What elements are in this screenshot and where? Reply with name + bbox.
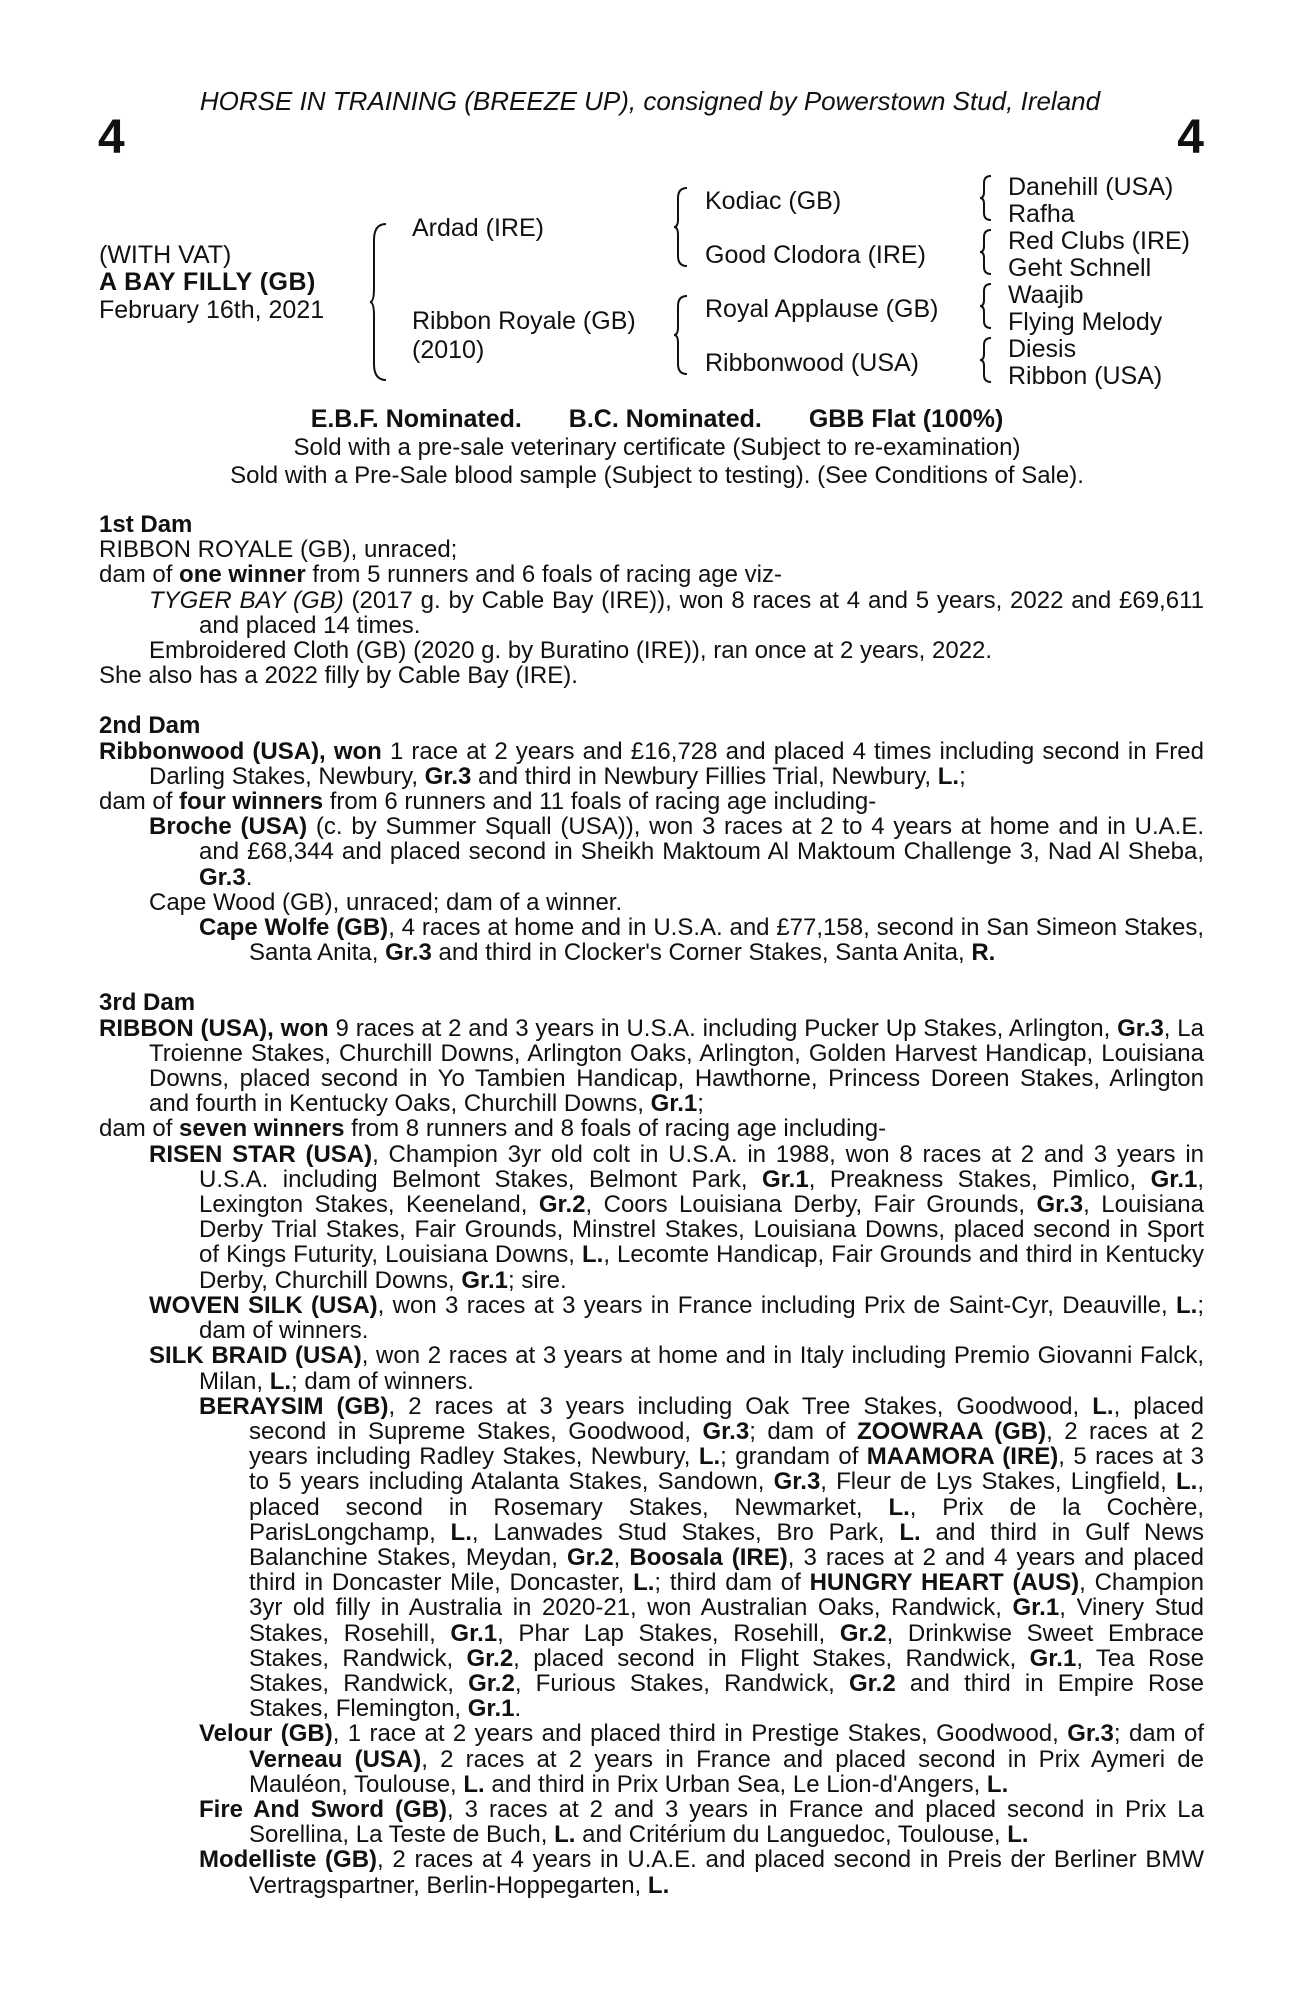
entry-text: dam of (99, 561, 180, 589)
entry-text: , Champion 3yr old filly in Australia in 2020-21, won Australian Oaks, Randwick, (249, 1569, 1204, 1622)
pedigree-entry (99, 1016, 1204, 1117)
dam-line-content (99, 512, 1204, 1898)
bold-text: Broche (USA) (149, 813, 308, 841)
entry-text: and third in Empire Rose Stakes, Flemington, (249, 1669, 1205, 1723)
bold-text: Modelliste (GB) (199, 1846, 378, 1874)
entry-text: ; dam of (749, 1417, 857, 1445)
bold-text: L. (698, 1443, 721, 1471)
italic-text: TYGER BAY (GB) (149, 586, 344, 614)
entry-text: from 5 runners and 6 foals of racing age viz- (305, 561, 782, 589)
lot-number-right: 4 (1177, 111, 1204, 164)
entry-text: , Champion 3yr old colt in U.S.A. in 1988, won 8 races at 2 and 3 years in U.S.A. including Belmont Stakes, Belmont Park, (199, 1140, 1204, 1193)
entry-text: , Lecomte Handicap, Fair Grounds and third in Kentucky Derby, Churchill Downs, (199, 1241, 1204, 1294)
bold-text: Gr.2 (468, 1669, 515, 1697)
bold-text: Gr.1 (450, 1619, 498, 1647)
entry-text: ; dam of (1113, 1720, 1205, 1748)
bold-text: R. (971, 939, 996, 967)
pedigree-entry (99, 638, 1204, 663)
entry-text: , placed second in Flight Stakes, Randwick, (513, 1644, 1030, 1672)
entry-text: , 3 races at 2 and 4 years and placed third in Doncaster Mile, Doncaster, (249, 1543, 1204, 1597)
entry-text: dam of (99, 788, 180, 816)
bold-text: SILK BRAID (USA) (149, 1342, 362, 1370)
bold-text: L. (986, 1770, 1009, 1798)
sire: Ardad (IRE) (412, 214, 544, 242)
entry-text: from 8 runners and 8 foals of racing age including- (344, 1115, 887, 1143)
sire-dam-brace (368, 222, 390, 382)
entry-text: , placed second in Rosemary Stakes, Newmarket, (249, 1468, 1204, 1521)
ancestor-7: Diesis (1008, 335, 1077, 363)
entry-text: , Lexington Stakes, Keeneland, (199, 1165, 1205, 1219)
vat-label: (WITH VAT) (99, 241, 232, 269)
horse-name: A BAY FILLY (GB) (99, 268, 316, 296)
bold-text: Gr.1 (1150, 1165, 1198, 1193)
ancestor-5: Waajib (1008, 281, 1084, 309)
nominations (0, 405, 1314, 434)
entry-text: and third in Clocker's Corner Stakes, Santa Anita, (431, 939, 972, 967)
entry-text: Cape Wood (GB), unraced; dam of a winner. (149, 888, 623, 916)
bold-text: L. (1092, 1392, 1114, 1420)
sire-sire: Kodiac (GB) (705, 187, 842, 215)
bold-text: L. (463, 1770, 485, 1798)
pedigree-entry (99, 1797, 1204, 1847)
bold-text: Gr.3 (702, 1417, 750, 1445)
bold-text: Gr.1 (650, 1090, 698, 1118)
dam-parents-brace (672, 294, 690, 376)
section-heading: 1st Dam (99, 511, 193, 538)
bold-text: Gr.3 (199, 863, 246, 891)
entry-text: She also has a 2022 filly by Cable Bay (IRE). (99, 662, 578, 690)
gen4-brace-1 (978, 174, 994, 222)
bold-text: BERAYSIM (GB) (199, 1392, 389, 1420)
bold-text: L. (937, 762, 960, 790)
bold-text: L. (554, 1821, 576, 1849)
pedigree-entry (99, 789, 1204, 814)
entry-text: , (613, 1543, 630, 1571)
entry-text: ; sire. (508, 1266, 567, 1294)
bold-text: Gr.2 (566, 1543, 614, 1571)
pedigree-entry (99, 1116, 1204, 1141)
entry-text: RIBBON ROYALE (GB), unraced; (99, 536, 458, 564)
gbb-flat: GBB Flat (100%) (808, 405, 1004, 433)
entry-text: , Preakness Stakes, Pimlico, (808, 1165, 1151, 1193)
bold-text: MAAMORA (IRE) (866, 1443, 1059, 1471)
bold-text: RIBBON (USA), won (99, 1014, 329, 1042)
entry-text: Embroidered Cloth (GB) (2020 g. by Buratino (IRE)), ran once at 2 years, 2022. (149, 637, 993, 665)
entry-text: and third in Prix Urban Sea, Le Lion-d'Angers, (484, 1770, 987, 1798)
bold-text: L. (633, 1569, 655, 1597)
bold-text: Boosala (IRE) (629, 1543, 788, 1571)
entry-text: ; grandam of (720, 1443, 867, 1471)
bold-text: Gr.2 (848, 1669, 896, 1697)
entry-text: , Prix de la Cochère, ParisLongchamp, (249, 1493, 1204, 1546)
entry-text: from 6 runners and 11 foals of racing age including- (323, 788, 877, 816)
entry-text: 1 race at 2 years and £16,728 and placed 4 times including second in Fred Darling Stakes, Newbury, (149, 737, 1204, 790)
bold-text: HUNGRY HEART (AUS) (809, 1569, 1080, 1597)
ebf-nomination: E.B.F. Nominated. (310, 405, 522, 433)
blood-sample-note: Sold with a Pre-Sale blood sample (Subject to testing). (See Conditions of Sale). (230, 462, 1084, 489)
ancestor-6: Flying Melody (1008, 308, 1163, 336)
bold-text: Fire And Sword (GB) (199, 1795, 448, 1823)
ancestor-8: Ribbon (USA) (1008, 362, 1163, 390)
bold-text: Gr.3 (424, 762, 472, 790)
entry-text: , Coors Louisiana Derby, Fair Grounds, (585, 1191, 1037, 1219)
bold-text: ZOOWRAA (GB) (856, 1417, 1047, 1445)
bold-text: Gr.1 (461, 1266, 509, 1294)
entry-text: , La Troienne Stakes, Churchill Downs, Arlington Oaks, Arlington, Golden Harvest Handicap, Louisiana Downs, placed second in Yo Tambien Handicap, Hawthorne, Princess Doreen Stakes, Arlington and fourth in Kentucky Oaks, Churchill Downs, (149, 1014, 1205, 1118)
pedigree-entry (99, 814, 1204, 890)
bold-text: Gr.1 (467, 1695, 515, 1723)
lot-number-left: 4 (98, 111, 125, 164)
bc-nomination: B.C. Nominated. (568, 405, 762, 433)
sire-dam: Good Clodora (IRE) (705, 241, 926, 269)
gen4-brace-3 (978, 282, 994, 330)
pedigree-entry (99, 1394, 1204, 1722)
vet-certificate-note: Sold with a pre-sale veterinary certificate (Subject to re-examination) (293, 434, 1021, 461)
pedigree-entry (99, 890, 1204, 915)
entry-text: , Fleur de Lys Stakes, Lingfield, (820, 1468, 1176, 1496)
entry-text: . (245, 863, 253, 891)
bold-text: Gr.1 (761, 1165, 809, 1193)
entry-text: , 1 race at 2 years and placed third in Prestige Stakes, Goodwood, (332, 1720, 1068, 1748)
entry-text: ; dam of winners. (291, 1367, 474, 1395)
bold-text: L. (1176, 1291, 1198, 1319)
sire-parents-brace (672, 186, 690, 268)
dam: Ribbon Royale (GB) (412, 307, 636, 335)
ancestor-2: Rafha (1008, 200, 1075, 228)
bold-text: L. (888, 1493, 910, 1521)
pedigree-entry (99, 1293, 1204, 1343)
entry-text: , placed second in Supreme Stakes, Goodwood, (249, 1392, 1204, 1445)
bold-text: Ribbonwood (USA), won (99, 737, 382, 765)
ancestor-1: Danehill (USA) (1008, 173, 1174, 201)
bold-text: Gr.1 (1029, 1644, 1077, 1672)
bold-text: Gr.2 (538, 1191, 586, 1219)
bold-text: Gr.1 (1012, 1594, 1060, 1622)
bold-text: RISEN STAR (USA) (149, 1140, 373, 1168)
bold-text: Gr.2 (839, 1619, 887, 1647)
foaling-date: February 16th, 2021 (99, 296, 325, 324)
section-heading: 3rd Dam (99, 989, 196, 1017)
entry-text: , Louisiana Derby Trial Stakes, Fair Grounds, Minstrel Stakes, Louisiana Downs, placed second in Sport of Kings Futurity, Louisiana Downs, (199, 1191, 1204, 1269)
entry-text: , 4 races at home and in U.S.A. and £77,158, second in San Simeon Stakes, Santa Anita, (249, 914, 1204, 967)
entry-text: ; dam of winners. (199, 1291, 1205, 1345)
pedigree-entry (99, 1142, 1204, 1293)
entry-text: dam of (99, 1115, 180, 1143)
entry-text: , won 2 races at 3 years at home and in Italy including Premio Giovanni Falck, Milan, (199, 1342, 1204, 1395)
consignment-line: HORSE IN TRAINING (BREEZE UP), consigned by Powerstown Stud, Ireland (199, 86, 1101, 116)
dam-year: (2010) (412, 336, 485, 364)
bold-text: L. (1176, 1468, 1198, 1496)
entry-text: ; third dam of (654, 1569, 810, 1597)
bold-text: L. (269, 1367, 292, 1395)
entry-text: and third in Newbury Fillies Trial, Newbury, (471, 762, 938, 790)
bold-text: Gr.3 (1067, 1720, 1114, 1748)
bold-text: Gr.3 (773, 1468, 821, 1496)
entry-text: , 2 races at 4 years in U.A.E. and placed second in Preis der Berliner BMW Vertragspartner, Berlin-Hoppegarten, (249, 1846, 1204, 1899)
bold-text: L. (450, 1518, 472, 1546)
pedigree-entry (99, 739, 1204, 789)
entry-text: ; (697, 1090, 704, 1118)
pedigree-entry (99, 537, 1204, 562)
bold-text: four winners (179, 788, 324, 816)
bold-text: L. (647, 1871, 670, 1899)
dam-dam: Ribbonwood (USA) (705, 349, 919, 377)
bold-text: L. (1007, 1821, 1029, 1849)
bold-text: one winner (179, 561, 306, 589)
entry-text: (2017 g. by Cable Bay (IRE)), won 8 races at 4 and 5 years, 2022 and £69,611 and placed 14 times. (199, 586, 1204, 639)
bold-text: L. (581, 1241, 604, 1269)
entry-text: and third in Gulf News Balanchine Stakes, Meydan, (249, 1518, 1204, 1571)
ancestor-4: Geht Schnell (1008, 254, 1152, 282)
entry-text: 9 races at 2 and 3 years in U.S.A. including Pucker Up Stakes, Arlington, (328, 1014, 1118, 1042)
bold-text: WOVEN SILK (USA) (149, 1291, 378, 1319)
gen4-brace-4 (978, 336, 994, 384)
pedigree-entry (99, 1847, 1204, 1897)
dam-sire: Royal Applause (GB) (705, 295, 939, 323)
entry-text: , 5 races at 3 to 5 years including Atalanta Stakes, Sandown, (249, 1443, 1204, 1496)
entry-text: , Furious Stakes, Randwick, (514, 1669, 849, 1697)
bold-text: Verneau (USA) (249, 1745, 422, 1773)
entry-text: and Critérium du Languedoc, Toulouse, (575, 1821, 1008, 1849)
section-heading: 2nd Dam (99, 712, 201, 740)
entry-text: , Phar Lap Stakes, Rosehill, (497, 1619, 840, 1647)
entry-text: ; (959, 762, 966, 790)
bold-text: Velour (GB) (199, 1720, 333, 1748)
entry-text: . (514, 1695, 522, 1723)
pedigree-entry (99, 663, 1204, 688)
gen4-brace-2 (978, 228, 994, 276)
pedigree-entry (99, 562, 1204, 587)
bold-text: L. (899, 1518, 921, 1546)
entry-text: (c. by Summer Squall (USA)), won 3 races at 2 to 4 years at home and in U.A.E. and £68,344 and placed second in Sheikh Maktoum Al Maktoum Challenge 3, Nad Al Sheba, (199, 813, 1204, 866)
bold-text: Cape Wolfe (GB) (199, 914, 389, 942)
pedigree-entry (99, 915, 1204, 965)
bold-text: Gr.3 (385, 939, 432, 967)
entry-text: , Drinkwise Sweet Embrace Stakes, Randwick, (249, 1619, 1204, 1672)
ancestor-3: Red Clubs (IRE) (1008, 227, 1190, 255)
bold-text: Gr.3 (1036, 1191, 1084, 1219)
bold-text: seven winners (179, 1115, 345, 1143)
entry-text: , Tea Rose Stakes, Randwick, (249, 1644, 1204, 1697)
bold-text: Gr.2 (466, 1644, 514, 1672)
pedigree-entry (99, 588, 1204, 638)
entry-text: , 3 races at 2 and 3 years in France and placed second in Prix La Sorellina, La Teste de Buch, (249, 1795, 1204, 1849)
entry-text: , 2 races at 3 years including Oak Tree Stakes, Goodwood, (388, 1392, 1093, 1420)
bold-text: Gr.3 (1117, 1014, 1164, 1042)
pedigree-entry (99, 1721, 1204, 1797)
entry-text: , 2 races at 2 years including Radley Stakes, Newbury, (249, 1417, 1205, 1471)
pedigree-entry (99, 1343, 1204, 1393)
entry-text: , 2 races at 2 years in France and placed second in Prix Aymeri de Mauléon, Toulouse, (249, 1745, 1204, 1798)
entry-text: , Lanwades Stud Stakes, Bro Park, (471, 1518, 900, 1546)
entry-text: , Vinery Stud Stakes, Rosehill, (249, 1594, 1204, 1647)
entry-text: , won 3 races at 3 years in France including Prix de Saint-Cyr, Deauville, (377, 1291, 1177, 1319)
